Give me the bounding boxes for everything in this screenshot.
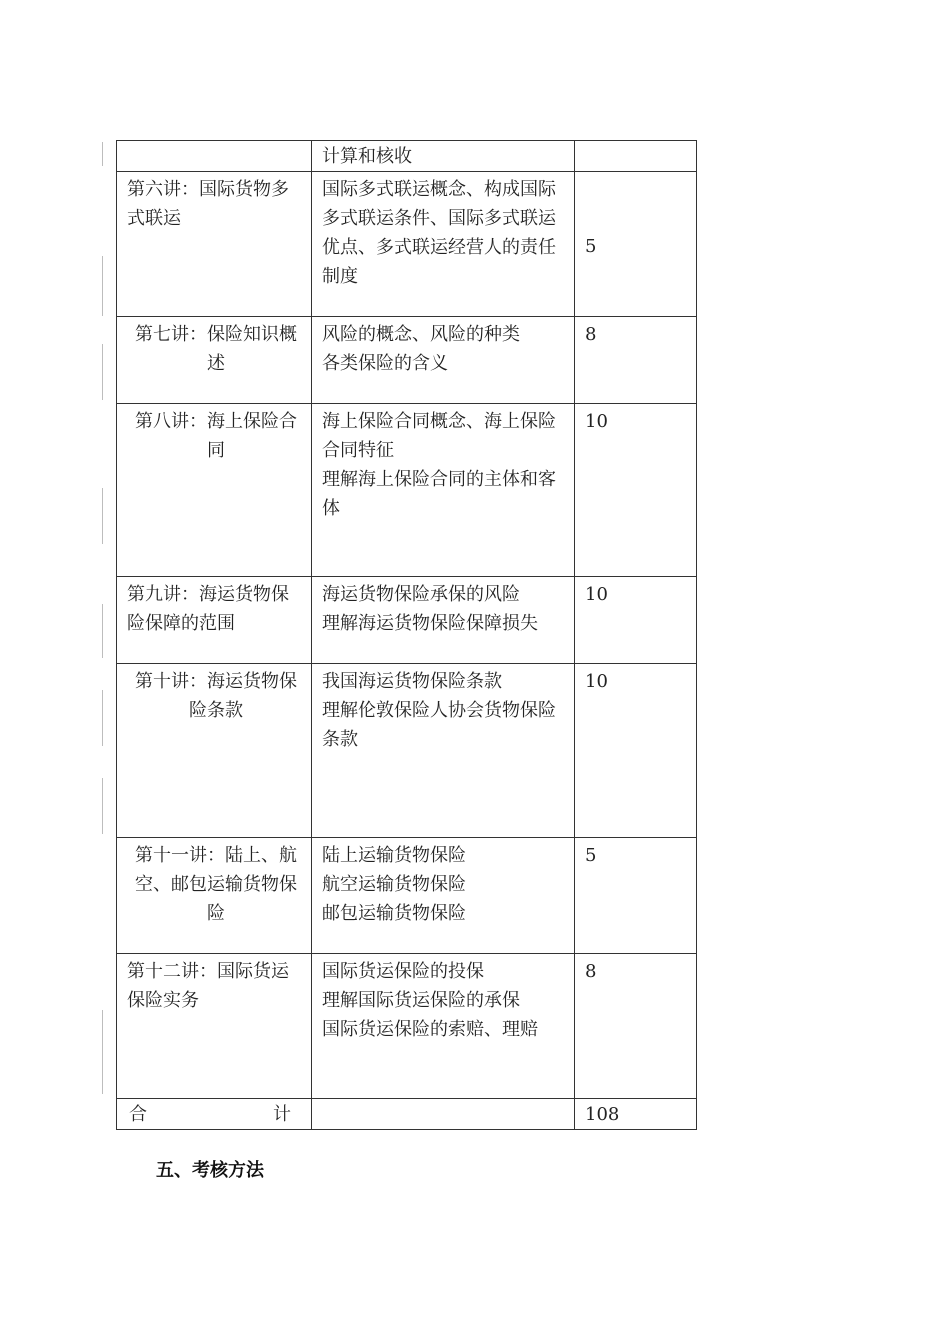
hours-value: 5: [585, 236, 597, 257]
hours-cell: [575, 838, 697, 954]
content-line: 合同特征: [322, 440, 394, 461]
content-cell: [312, 577, 575, 664]
topic-line: 第十一讲：陆上、航: [135, 845, 297, 866]
content-line: 海上保险合同概念、海上保险: [322, 411, 556, 432]
content-cell: [312, 404, 575, 577]
hours-value: 10: [585, 584, 608, 605]
total-hours-value: 108: [585, 1104, 620, 1125]
topic-line: 险: [207, 903, 225, 924]
content-line: 国际多式联运概念、构成国际: [322, 179, 556, 200]
topic-line: 同: [207, 440, 225, 461]
content-line: 邮包运输货物保险: [322, 903, 466, 924]
table-row: [117, 404, 697, 577]
content-cell: [312, 317, 575, 404]
topic-line: 险保障的范围: [127, 613, 235, 634]
content-cell: [312, 838, 575, 954]
content-line: 海运货物保险承保的风险: [322, 584, 520, 605]
hours-cell: [575, 172, 697, 317]
hours-cell: [575, 664, 697, 838]
hours-value: 8: [585, 961, 597, 982]
topic-line: 第十讲：海运货物保: [135, 671, 297, 692]
total-content-cell: [312, 1099, 575, 1130]
hours-value: 10: [585, 671, 608, 692]
topic-line: 第八讲：海上保险合: [135, 411, 297, 432]
content-line: 国际货运保险的投保: [322, 961, 484, 982]
content-line: 计算和核收: [322, 146, 412, 167]
table-row: [117, 172, 697, 317]
content-line: 陆上运输货物保险: [322, 845, 466, 866]
total-label-char: 计: [273, 1104, 291, 1125]
content-line: 理解海运货物保险保障损失: [322, 613, 538, 634]
content-cell: [312, 664, 575, 838]
syllabus-table: [116, 140, 697, 1130]
hours-cell: [575, 141, 697, 172]
content-line: 国际货运保险的索赔、理赔: [322, 1019, 538, 1040]
margin-mark: [102, 488, 103, 544]
margin-mark: [102, 256, 103, 316]
content-line: 风险的概念、风险的种类: [322, 324, 520, 345]
hours-cell: [575, 577, 697, 664]
topic-line: 空、邮包运输货物保: [135, 874, 297, 895]
hours-value: 8: [585, 324, 597, 345]
hours-value: 5: [585, 845, 597, 866]
topic-cell: [117, 172, 312, 317]
topic-line: 第七讲：保险知识概: [135, 324, 297, 345]
content-line: 我国海运货物保险条款: [322, 671, 502, 692]
content-line: 各类保险的含义: [322, 353, 448, 374]
margin-mark: [102, 604, 103, 658]
content-line: 优点、多式联运经营人的责任: [322, 237, 556, 258]
margin-mark: [102, 778, 103, 834]
margin-mark: [102, 142, 103, 166]
content-line: 制度: [322, 266, 358, 287]
table-row: [117, 664, 697, 838]
topic-cell: [117, 404, 312, 577]
topic-cell: [117, 577, 312, 664]
hours-cell: [575, 317, 697, 404]
section-heading: 五、考核方法: [156, 1160, 264, 1181]
table-row: [117, 317, 697, 404]
margin-mark: [102, 344, 103, 400]
table-row: [117, 838, 697, 954]
content-line: 理解海上保险合同的主体和客: [322, 469, 556, 490]
content-cell: [312, 954, 575, 1099]
total-row: [117, 1099, 697, 1130]
content-line: 多式联运条件、国际多式联运: [322, 208, 556, 229]
topic-line: 述: [207, 353, 225, 374]
table-row: [117, 954, 697, 1099]
topic-cell: [117, 664, 312, 838]
content-cell: [312, 172, 575, 317]
topic-cell: [117, 954, 312, 1099]
topic-cell: [117, 141, 312, 172]
topic-line: 第九讲：海运货物保: [127, 584, 289, 605]
topic-line: 第十二讲：国际货运: [127, 961, 289, 982]
topic-cell: [117, 317, 312, 404]
content-line: 条款: [322, 729, 358, 750]
topic-line: 式联运: [127, 208, 181, 229]
content-line: 理解国际货运保险的承保: [322, 990, 520, 1011]
total-hours-cell: [575, 1099, 697, 1130]
content-line: 理解伦敦保险人协会货物保险: [322, 700, 556, 721]
total-label-char: 合: [129, 1104, 147, 1125]
topic-line: 第六讲：国际货物多: [127, 179, 289, 200]
content-line: 体: [322, 498, 340, 519]
margin-mark: [102, 690, 103, 746]
topic-line: 险条款: [189, 700, 243, 721]
topic-cell: [117, 838, 312, 954]
margin-mark: [102, 1010, 103, 1094]
hours-value: 10: [585, 411, 608, 432]
table-row: [117, 577, 697, 664]
topic-line: 保险实务: [127, 990, 199, 1011]
total-label-cell: [117, 1099, 312, 1130]
hours-cell: [575, 404, 697, 577]
hours-cell: [575, 954, 697, 1099]
table-row: [117, 141, 697, 172]
content-line: 航空运输货物保险: [322, 874, 466, 895]
content-cell: [312, 141, 575, 172]
